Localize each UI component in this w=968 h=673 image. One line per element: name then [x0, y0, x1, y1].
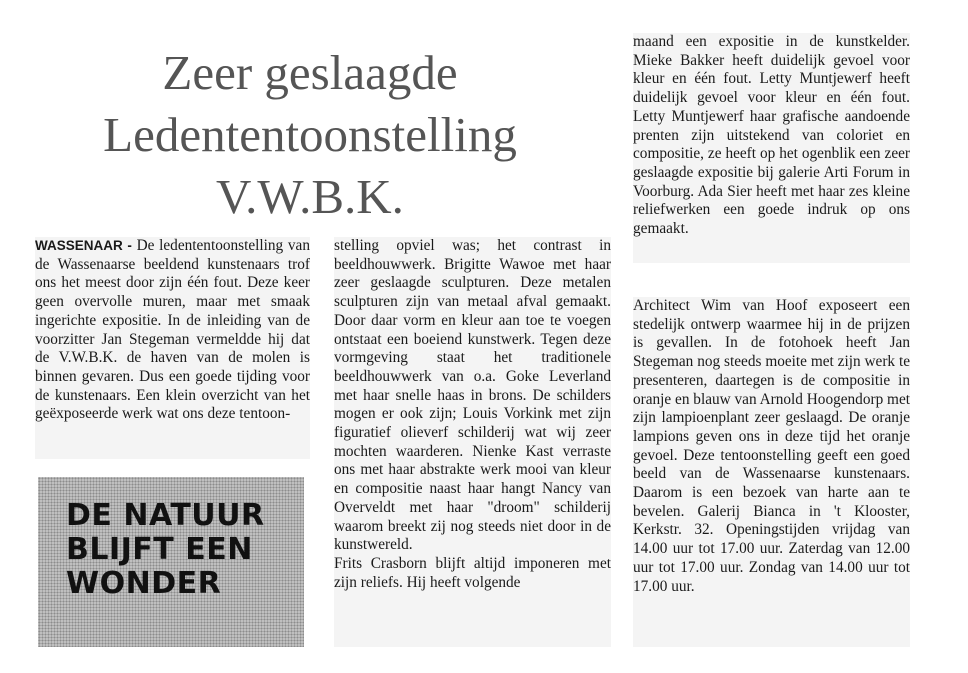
headline: [60, 42, 560, 228]
inset-line-3: WONDER: [66, 566, 222, 601]
article-column-1: [35, 237, 310, 459]
column-2-paragraph-2: Frits Crasborn blijft altijd imponeren met zijn reliefs. Hij heeft volgende: [334, 554, 611, 591]
inset-line-2: BLIJFT EEN: [66, 532, 253, 567]
column-1-text: De ledententoonstelling van de Wassenaarse beeldend kunstenaars trof ons het meest door zijn één fout. Deze keer geen overvolle muren, maar met smaak ingerichte expositie. In de inleiding van de voorzitter Jan Stegeman vermeldde hij dat de V.W.B.K. de haven van de molen is binnen gevaren. Dus een goede tijding voor de kunstenaars. Een klein overzicht van het geëxposeerde werk wat ons deze tentoon-: [35, 237, 310, 423]
article-column-2: [334, 237, 611, 647]
inset-box: [38, 477, 304, 647]
headline-line-2: Ledententoonstelling: [103, 107, 517, 162]
column-2-paragraph-1: stelling opviel was; het contrast in beeldhouwwerk. Brigitte Wawoe met haar zeer geslaagde sculpturen. Deze metalen sculpturen zijn van metaal afval gemaakt. Door daar vorm en kleur aan toe te voegen ontstaat een boeiend kunstwerk. Tegen deze vormgeving staat het traditionele beeldhouwwerk van o.a. Goke Leverland met haar snelle haas in brons. De schilders mogen er ook zijn; Louis Vorkink met zijn figuratief olieverf schilderij wat wij zeer mochten waarderen. Nienke Kast verraste ons met haar abstrakte werk mooi van kleur en compositie naast haar hangt Nancy van Overveldt met haar "droom" schilderij waarom breekt zij nog steeds niet door in de kunstwereld.: [334, 237, 611, 554]
dateline: WASSENAAR -: [35, 238, 137, 253]
article-column-3-bottom: [633, 297, 910, 647]
inset-title: [66, 499, 301, 601]
column-3-top-text: maand een expositie in de kunstkelder. Mieke Bakker heeft duidelijk gevoel voor kleur en één fout. Letty Muntjewerf heeft duidelijk gevoel voor kleur en één fout. Letty Muntjewerf haar grafische aandoende prenten zijn uitstekend van coloriet en compositie, ze heeft op het ogenblik een zeer geslaagde expositie bij galerie Arti Forum in Voorburg. Ada Sier heeft met haar zes kleine reliefwerken een goede indruk op ons gemaakt.: [633, 33, 910, 238]
column-3-bottom-text: Architect Wim van Hoof exposeert een stedelijk ontwerp waarmee hij in de prijzen is gevallen. In de fotohoek heeft Jan Stegeman nog steeds moeite met zijn werk te presenteren, daartegen is de compositie in oranje en blauw van Arnold Hoogendorp met zijn lampioenplant zeer geslaagd. De oranje lampions geven ons in deze tijd het oranje gevoel. Deze tentoonstelling geeft een goed beeld van de Wassenaarse kunstenaars. Daarom is een bezoek van harte aan te bevelen. Galerij Bianca in 't Klooster, Kerkstr. 32. Openingstijden vrijdag van 14.00 uur tot 17.00 uur. Zaterdag van 12.00 uur tot 17.00 uur. Zondag van 14.00 uur tot 17.00 uur.: [633, 297, 910, 595]
article-column-3-top: [633, 33, 910, 263]
headline-line-1: Zeer geslaagde: [162, 45, 458, 100]
column-1-paragraph: [35, 237, 310, 424]
inset-line-1: DE NATUUR: [66, 498, 265, 533]
headline-line-3: V.W.B.K.: [216, 169, 404, 224]
